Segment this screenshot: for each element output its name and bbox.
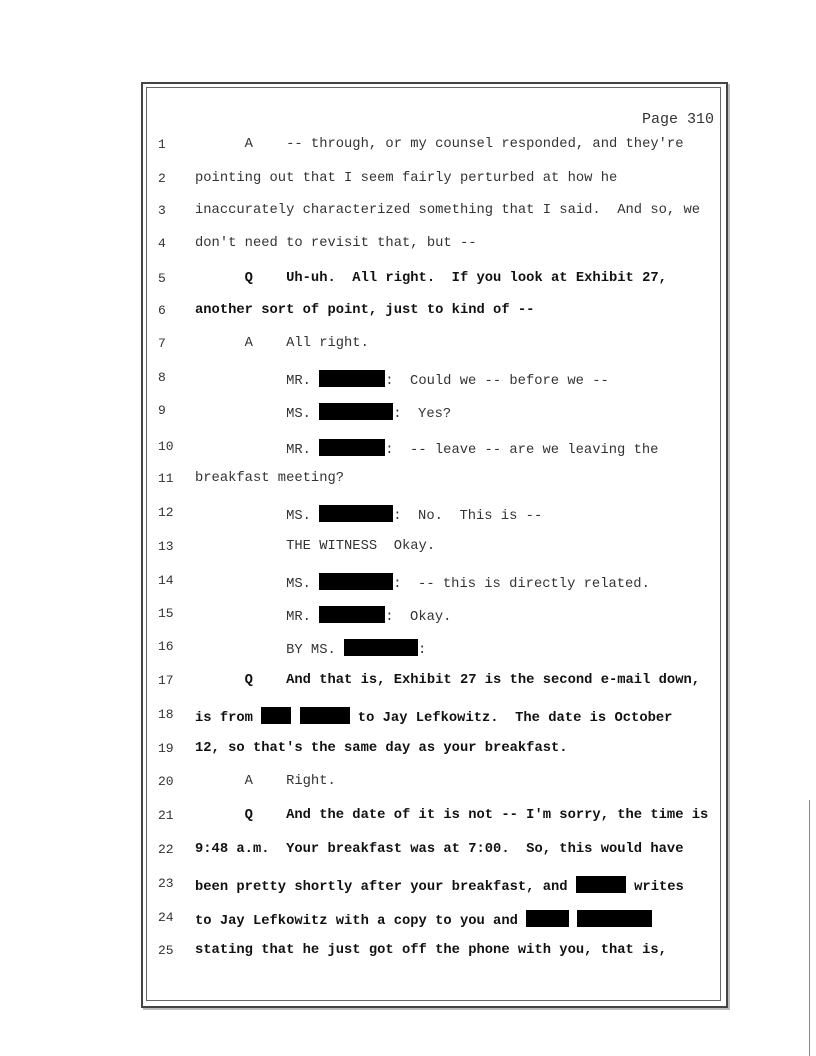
text-segment: : No. This is -- [393,509,543,524]
text-segment: Q Uh-uh. All right. If you look at Exhibit 27, [195,271,667,286]
line-text [195,876,684,895]
line-text [195,707,672,726]
text-segment: 12, so that's the same day as your breakfast. [195,741,568,756]
line-text [195,842,684,857]
text-segment: THE WITNESS Okay. [195,539,436,554]
line-number: 5 [158,271,166,286]
redaction-box [319,606,385,623]
line-number: 20 [158,774,174,789]
redaction-box [261,707,291,724]
text-segment: MS. [195,407,320,422]
line-text [195,943,667,958]
line-number: 23 [158,876,174,891]
line-text [195,370,609,389]
redaction-box [577,910,652,927]
text-segment: A -- through, or my counsel responded, and they're [195,137,684,152]
text-segment: : Could we -- before we -- [385,374,609,389]
text-segment: is from [195,711,262,726]
text-segment: : Okay. [385,610,452,625]
text-segment: A All right. [195,336,369,351]
text-segment: inaccurately characterized something that I said. And so, we [195,203,701,218]
text-segment: : -- this is directly related. [393,577,650,592]
line-number: 8 [158,370,166,385]
text-segment: Q And that is, Exhibit 27 is the second e-mail down, [195,673,701,688]
text-segment: another sort of point, just to kind of -- [195,303,535,318]
line-text [195,539,435,554]
line-number: 24 [158,910,174,925]
redaction-box [576,876,626,893]
text-segment: breakfast meeting? [195,471,345,486]
text-segment: 9:48 a.m. Your breakfast was at 7:00. So, this would have [195,842,684,857]
redaction-box [344,639,418,656]
text-segment: MS. [195,577,320,592]
line-text [195,336,369,351]
redaction-box [319,573,393,590]
line-text [195,606,451,625]
redaction-box [319,370,385,387]
line-text [195,673,700,688]
text-segment: writes [625,880,684,895]
line-number: 17 [158,673,174,688]
line-text [195,236,477,251]
line-number: 21 [158,808,174,823]
text-segment: Q And the date of it is not -- I'm sorry, the time is [195,808,709,823]
line-number: 12 [158,505,174,520]
line-text [195,639,426,658]
line-text [195,774,336,789]
text-segment: : -- leave -- are we leaving the [385,443,659,458]
line-text [195,808,708,823]
line-number: 11 [158,471,174,486]
text-segment: don't need to revisit that, but -- [195,236,477,251]
line-text [195,203,700,218]
text-segment [291,711,299,726]
text-segment: pointing out that I seem fairly perturbed at how he [195,171,618,186]
line-number: 14 [158,573,174,588]
line-number: 4 [158,236,166,251]
line-number: 19 [158,741,174,756]
text-segment: : Yes? [393,407,452,422]
line-text [195,573,650,592]
redaction-box [300,707,350,724]
text-segment: been pretty shortly after your breakfast, and [195,880,576,895]
text-segment: : [418,643,427,658]
line-number: 1 [158,137,166,152]
line-number: 3 [158,203,166,218]
line-number: 9 [158,403,166,418]
line-text [195,171,617,186]
redaction-box [319,403,393,420]
page-number: Page 310 [641,111,714,128]
line-text [195,505,542,524]
line-number: 22 [158,842,174,857]
text-segment: to Jay Lefkowitz. The date is October [349,711,673,726]
text-segment: A Right. [195,774,336,789]
line-number: 18 [158,707,174,722]
line-text [195,403,451,422]
redaction-box [526,910,569,927]
text-segment: MS. [195,509,320,524]
line-number: 2 [158,171,166,186]
line-text [195,741,568,756]
text-segment: BY MS. [195,643,345,658]
line-number: 6 [158,303,166,318]
text-segment: MR. [195,443,320,458]
line-text [195,271,667,286]
line-number: 7 [158,336,166,351]
text-segment: stating that he just got off the phone with you, that is, [195,943,667,958]
scan-edge-line [809,800,810,1056]
line-text [195,910,652,929]
text-segment: MR. [195,374,320,389]
redaction-box [319,439,385,456]
text-segment [569,914,577,929]
text-segment: to Jay Lefkowitz with a copy to you and [195,914,527,929]
text-segment: MR. [195,610,320,625]
redaction-box [319,505,393,522]
line-number: 16 [158,639,174,654]
line-text [195,303,534,318]
line-number: 15 [158,606,174,621]
line-number: 10 [158,439,174,454]
line-text [195,471,344,486]
line-text [195,439,658,458]
line-number: 25 [158,943,174,958]
line-text [195,137,684,152]
line-number: 13 [158,539,174,554]
